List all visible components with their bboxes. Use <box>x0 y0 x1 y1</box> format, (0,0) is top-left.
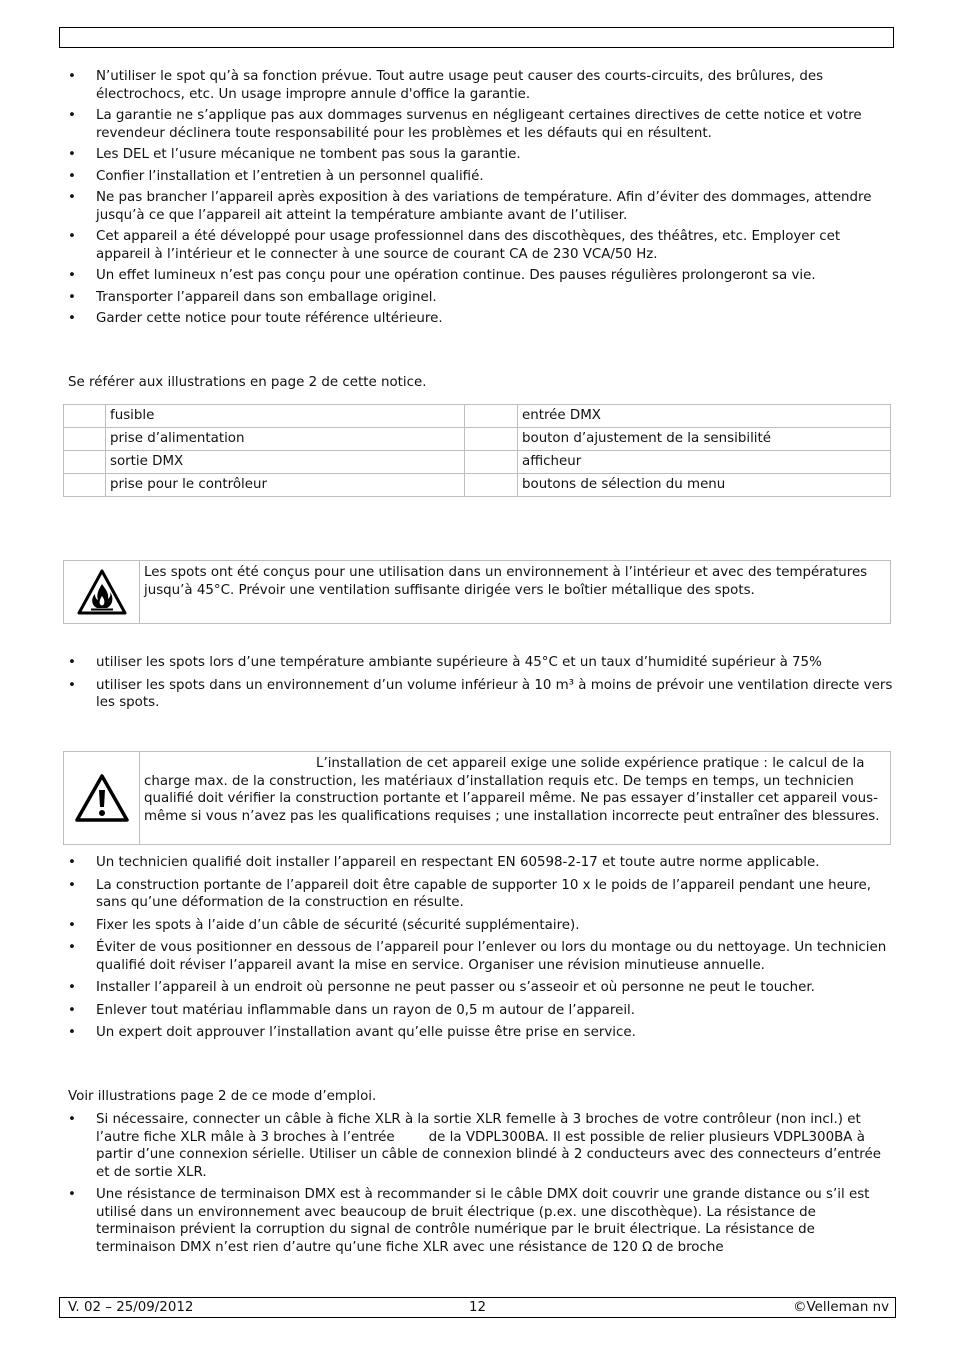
connection-list <box>59 1111 889 1256</box>
list-item: • Si nécessaire, connecter un câble à fiche XLR à la sortie XLR femelle à 3 broches de votre contrôleur (non incl.) et l’autre fiche XLR mâle à 3 broches à l’entrée de la VDPL300BA. Il est possible de relier plusieurs VDPL300BA à partir d’une connexion sérielle. Utiliser un câble de connexion blindé à 2 conducteurs avec des connecteurs d’entrée et de sortie XLR. <box>59 1111 889 1181</box>
part-description: prise d’alimentation <box>106 428 465 451</box>
environment-note: Les spots ont été conçus pour une utilisation dans un environnement à l’intérieur et avec des températures jusqu’à 45°C. Prévoir une ventilation suffisante dirigée vers le boîtier métallique des spots. <box>144 565 868 598</box>
footer-copyright: ©Velleman nv <box>793 1300 889 1315</box>
list-item: • La garantie ne s’applique pas aux dommages survenus en négligeant certaines directives de cette notice et votre revendeur déclinera toute responsabilité pour les problèmes et les défauts qui en résultent. <box>59 107 889 142</box>
footer-page-number: 12 <box>469 1300 487 1315</box>
table-row <box>64 405 891 428</box>
list-item: • Une résistance de terminaison DMX est à recommander si le câble DMX doit couvrir une grande distance ou s’il est utilisé dans un environnement avec beaucoup de bruit électrique (p.ex. une discothèque). La résistance de terminaison prévient la corruption du signal de contrôle numérique par le bruit électrique. La résistance de terminaison DMX n’est rien d’autre qu’une fiche XLR avec une résistance de 120 Ω de broche <box>59 1186 889 1256</box>
footer-version: V. 02 – 25/09/2012 <box>68 1300 194 1315</box>
part-description: bouton d’ajustement de la sensibilité <box>518 428 891 451</box>
list-item: • Les DEL et l’usure mécanique ne tombent pas sous la garantie. <box>59 146 889 164</box>
list-item: • Ne pas brancher l’appareil après exposition à des variations de température. Afin d’éviter des dommages, attendre jusqu’à ce que l’appareil ait atteint la température ambiante avant de l’utiliser. <box>59 189 889 224</box>
environment-list <box>59 654 894 712</box>
list-item: • Cet appareil a été développé pour usage professionnel dans des discothèques, des théâtres, etc. Employer cet appareil à l’intérieur et le connecter à une source de courant CA de 230 VCA/50 Hz. <box>59 228 889 263</box>
list-item: • utiliser les spots dans un environnement d’un volume inférieur à 10 m³ à moins de prévoir une ventilation directe vers les spots. <box>59 677 894 712</box>
part-description: prise pour le contrôleur <box>106 474 465 497</box>
part-description: sortie DMX <box>106 451 465 474</box>
list-item: • Un effet lumineux n’est pas conçu pour une opération continue. Des pauses régulières prolongeront sa vie. <box>59 267 889 285</box>
list-item: • N’utiliser le spot qu’à sa fonction prévue. Tout autre usage peut causer des courts-circuits, des brûlures, des électrochocs, etc. Un usage impropre annule d'office la garantie. <box>59 68 889 103</box>
list-item: • Confier l’installation et l’entretien à un personnel qualifié. <box>59 168 889 186</box>
list-item: • Éviter de vous positionner en dessous de l’appareil pour l’enlever ou lors du montage ou du nettoyage. Un technicien qualifié doit réviser l’appareil avant la mise en service. Organiser une révision minutieuse annuelle. <box>59 939 889 974</box>
installation-note: L’installation de cet appareil exige une solide expérience pratique : le calcul de la charge max. de la construction, les matériaux d’installation requis etc. De temps en temps, un technicien qualifié doit vérifier la construction portante et l’appareil même. Ne pas essayer d’installer cet appareil vous-même si vous n’avez pas les qualifications requises ; une installation incorrecte peut entraîner des blessures. <box>144 756 880 824</box>
safety-list <box>59 68 889 328</box>
list-item: • Un technicien qualifié doit installer l’appareil en respectant EN 60598-2-17 et toute autre norme applicable. <box>59 854 889 872</box>
list-item: • Garder cette notice pour toute référence ultérieure. <box>59 310 889 328</box>
installation-list <box>59 854 889 1042</box>
page-header-box <box>59 27 894 48</box>
connection-intro: Voir illustrations page 2 de ce mode d’emploi. <box>68 1089 377 1104</box>
table-row <box>64 474 891 497</box>
part-description: boutons de sélection du menu <box>518 474 891 497</box>
part-description: fusible <box>106 405 465 428</box>
part-description: entrée DMX <box>518 405 891 428</box>
list-item: • utiliser les spots lors d’une température ambiante supérieure à 45°C et un taux d’humidité supérieur à 75% <box>59 654 894 672</box>
list-item: • Un expert doit approuver l’installation avant qu’elle puisse être prise en service. <box>59 1024 889 1042</box>
table-row <box>64 451 891 474</box>
page-footer <box>59 1297 896 1318</box>
list-item: • Enlever tout matériau inflammable dans un rayon de 0,5 m autour de l’appareil. <box>59 1002 889 1020</box>
installation-warning-box <box>63 751 891 845</box>
list-item: • La construction portante de l’appareil doit être capable de supporter 10 x le poids de l’appareil pendant une heure, sans qu’une déformation de la construction en résulte. <box>59 877 889 912</box>
list-item: • Transporter l’appareil dans son emballage originel. <box>59 289 889 307</box>
flammable-warning-icon <box>76 568 128 616</box>
list-item: • Fixer les spots à l’aide d’un câble de sécurité (sécurité supplémentaire). <box>59 917 889 935</box>
parts-table <box>63 404 891 497</box>
part-description: afficheur <box>518 451 891 474</box>
overview-intro: Se référer aux illustrations en page 2 de cette notice. <box>68 375 427 390</box>
general-warning-icon <box>74 773 130 823</box>
table-row <box>64 428 891 451</box>
environment-warning-box <box>63 560 891 624</box>
list-item: • Installer l’appareil à un endroit où personne ne peut passer ou s’asseoir et où personne ne peut le toucher. <box>59 979 889 997</box>
